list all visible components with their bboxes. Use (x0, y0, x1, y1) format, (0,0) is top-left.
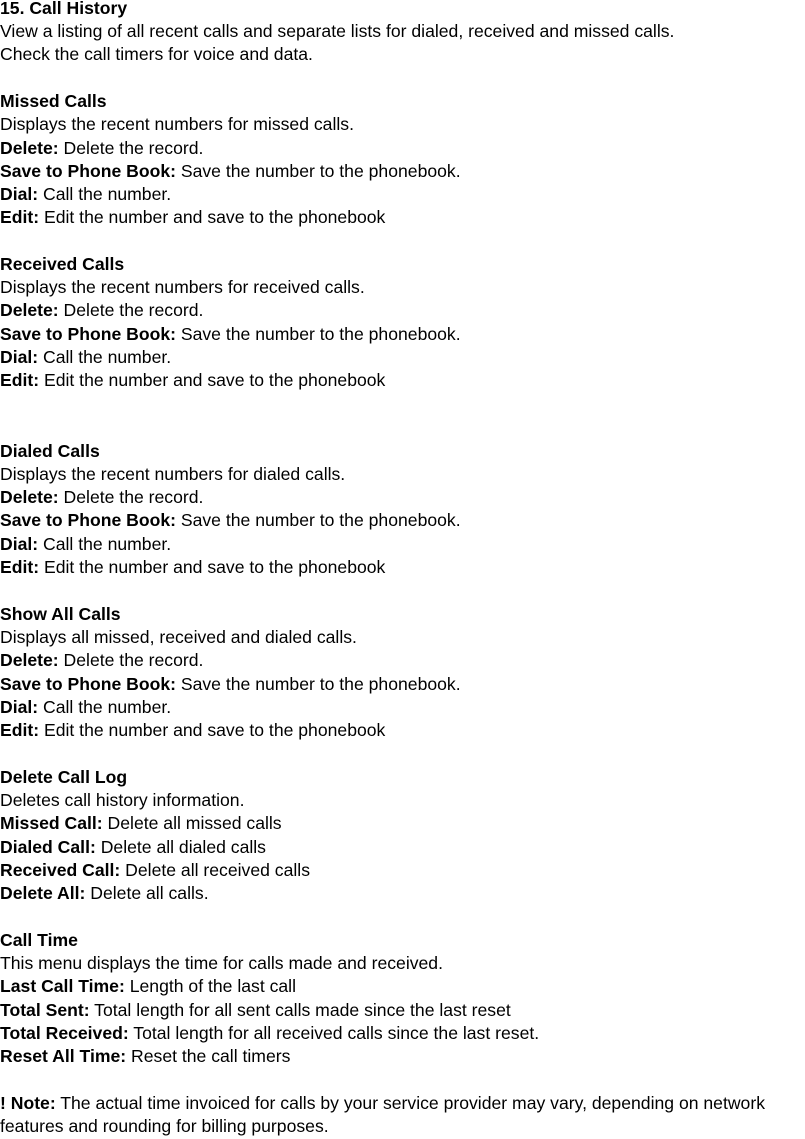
received-dial: Dial: Call the number. (0, 347, 172, 367)
missed-delete: Delete: Delete the record. (0, 138, 204, 158)
all-dial: Dial: Call the number. (0, 697, 172, 717)
all-heading: Show All Calls (0, 604, 121, 624)
received-heading: Received Calls (0, 254, 125, 274)
received-desc: Displays the recent numbers for received calls. (0, 277, 365, 297)
dialed-heading: Dialed Calls (0, 441, 100, 461)
intro-line-1: View a listing of all recent calls and separate lists for dialed, received and missed calls. (0, 21, 675, 41)
delete-log-dialed: Dialed Call: Delete all dialed calls (0, 837, 266, 857)
call-time-reset: Reset All Time: Reset the call timers (0, 1046, 291, 1066)
delete-log-all: Delete All: Delete all calls. (0, 883, 209, 903)
page-title: 15. Call History (0, 0, 128, 18)
all-delete: Delete: Delete the record. (0, 650, 204, 670)
all-save: Save to Phone Book: Save the number to the phonebook. (0, 674, 461, 694)
call-time-desc: This menu displays the time for calls made and received. (0, 953, 443, 973)
call-time-last: Last Call Time: Length of the last call (0, 976, 296, 996)
all-desc: Displays all missed, received and dialed calls. (0, 627, 357, 647)
delete-log-desc: Deletes call history information. (0, 790, 245, 810)
call-time-heading: Call Time (0, 930, 78, 950)
note: ! Note: The actual time invoiced for calls by your service provider may vary, depending on network features and rounding for billing purposes. (0, 1093, 766, 1137)
dialed-delete: Delete: Delete the record. (0, 487, 204, 507)
missed-save: Save to Phone Book: Save the number to the phonebook. (0, 161, 461, 181)
missed-heading: Missed Calls (0, 91, 107, 111)
missed-desc: Displays the recent numbers for missed calls. (0, 114, 354, 134)
dialed-dial: Dial: Call the number. (0, 534, 172, 554)
delete-log-missed: Missed Call: Delete all missed calls (0, 813, 282, 833)
missed-dial: Dial: Call the number. (0, 184, 172, 204)
call-time-received: Total Received: Total length for all received calls since the last reset. (0, 1023, 540, 1043)
received-delete: Delete: Delete the record. (0, 300, 204, 320)
intro-line-2: Check the call timers for voice and data. (0, 44, 313, 64)
all-edit: Edit: Edit the number and save to the phonebook (0, 720, 386, 740)
delete-log-heading: Delete Call Log (0, 767, 128, 787)
received-save: Save to Phone Book: Save the number to the phonebook. (0, 324, 461, 344)
missed-edit: Edit: Edit the number and save to the phonebook (0, 207, 386, 227)
dialed-desc: Displays the recent numbers for dialed calls. (0, 464, 346, 484)
delete-log-received: Received Call: Delete all received calls (0, 860, 310, 880)
dialed-edit: Edit: Edit the number and save to the phonebook (0, 557, 386, 577)
call-time-sent: Total Sent: Total length for all sent calls made since the last reset (0, 1000, 511, 1020)
received-edit: Edit: Edit the number and save to the phonebook (0, 370, 386, 390)
dialed-save: Save to Phone Book: Save the number to the phonebook. (0, 510, 461, 530)
